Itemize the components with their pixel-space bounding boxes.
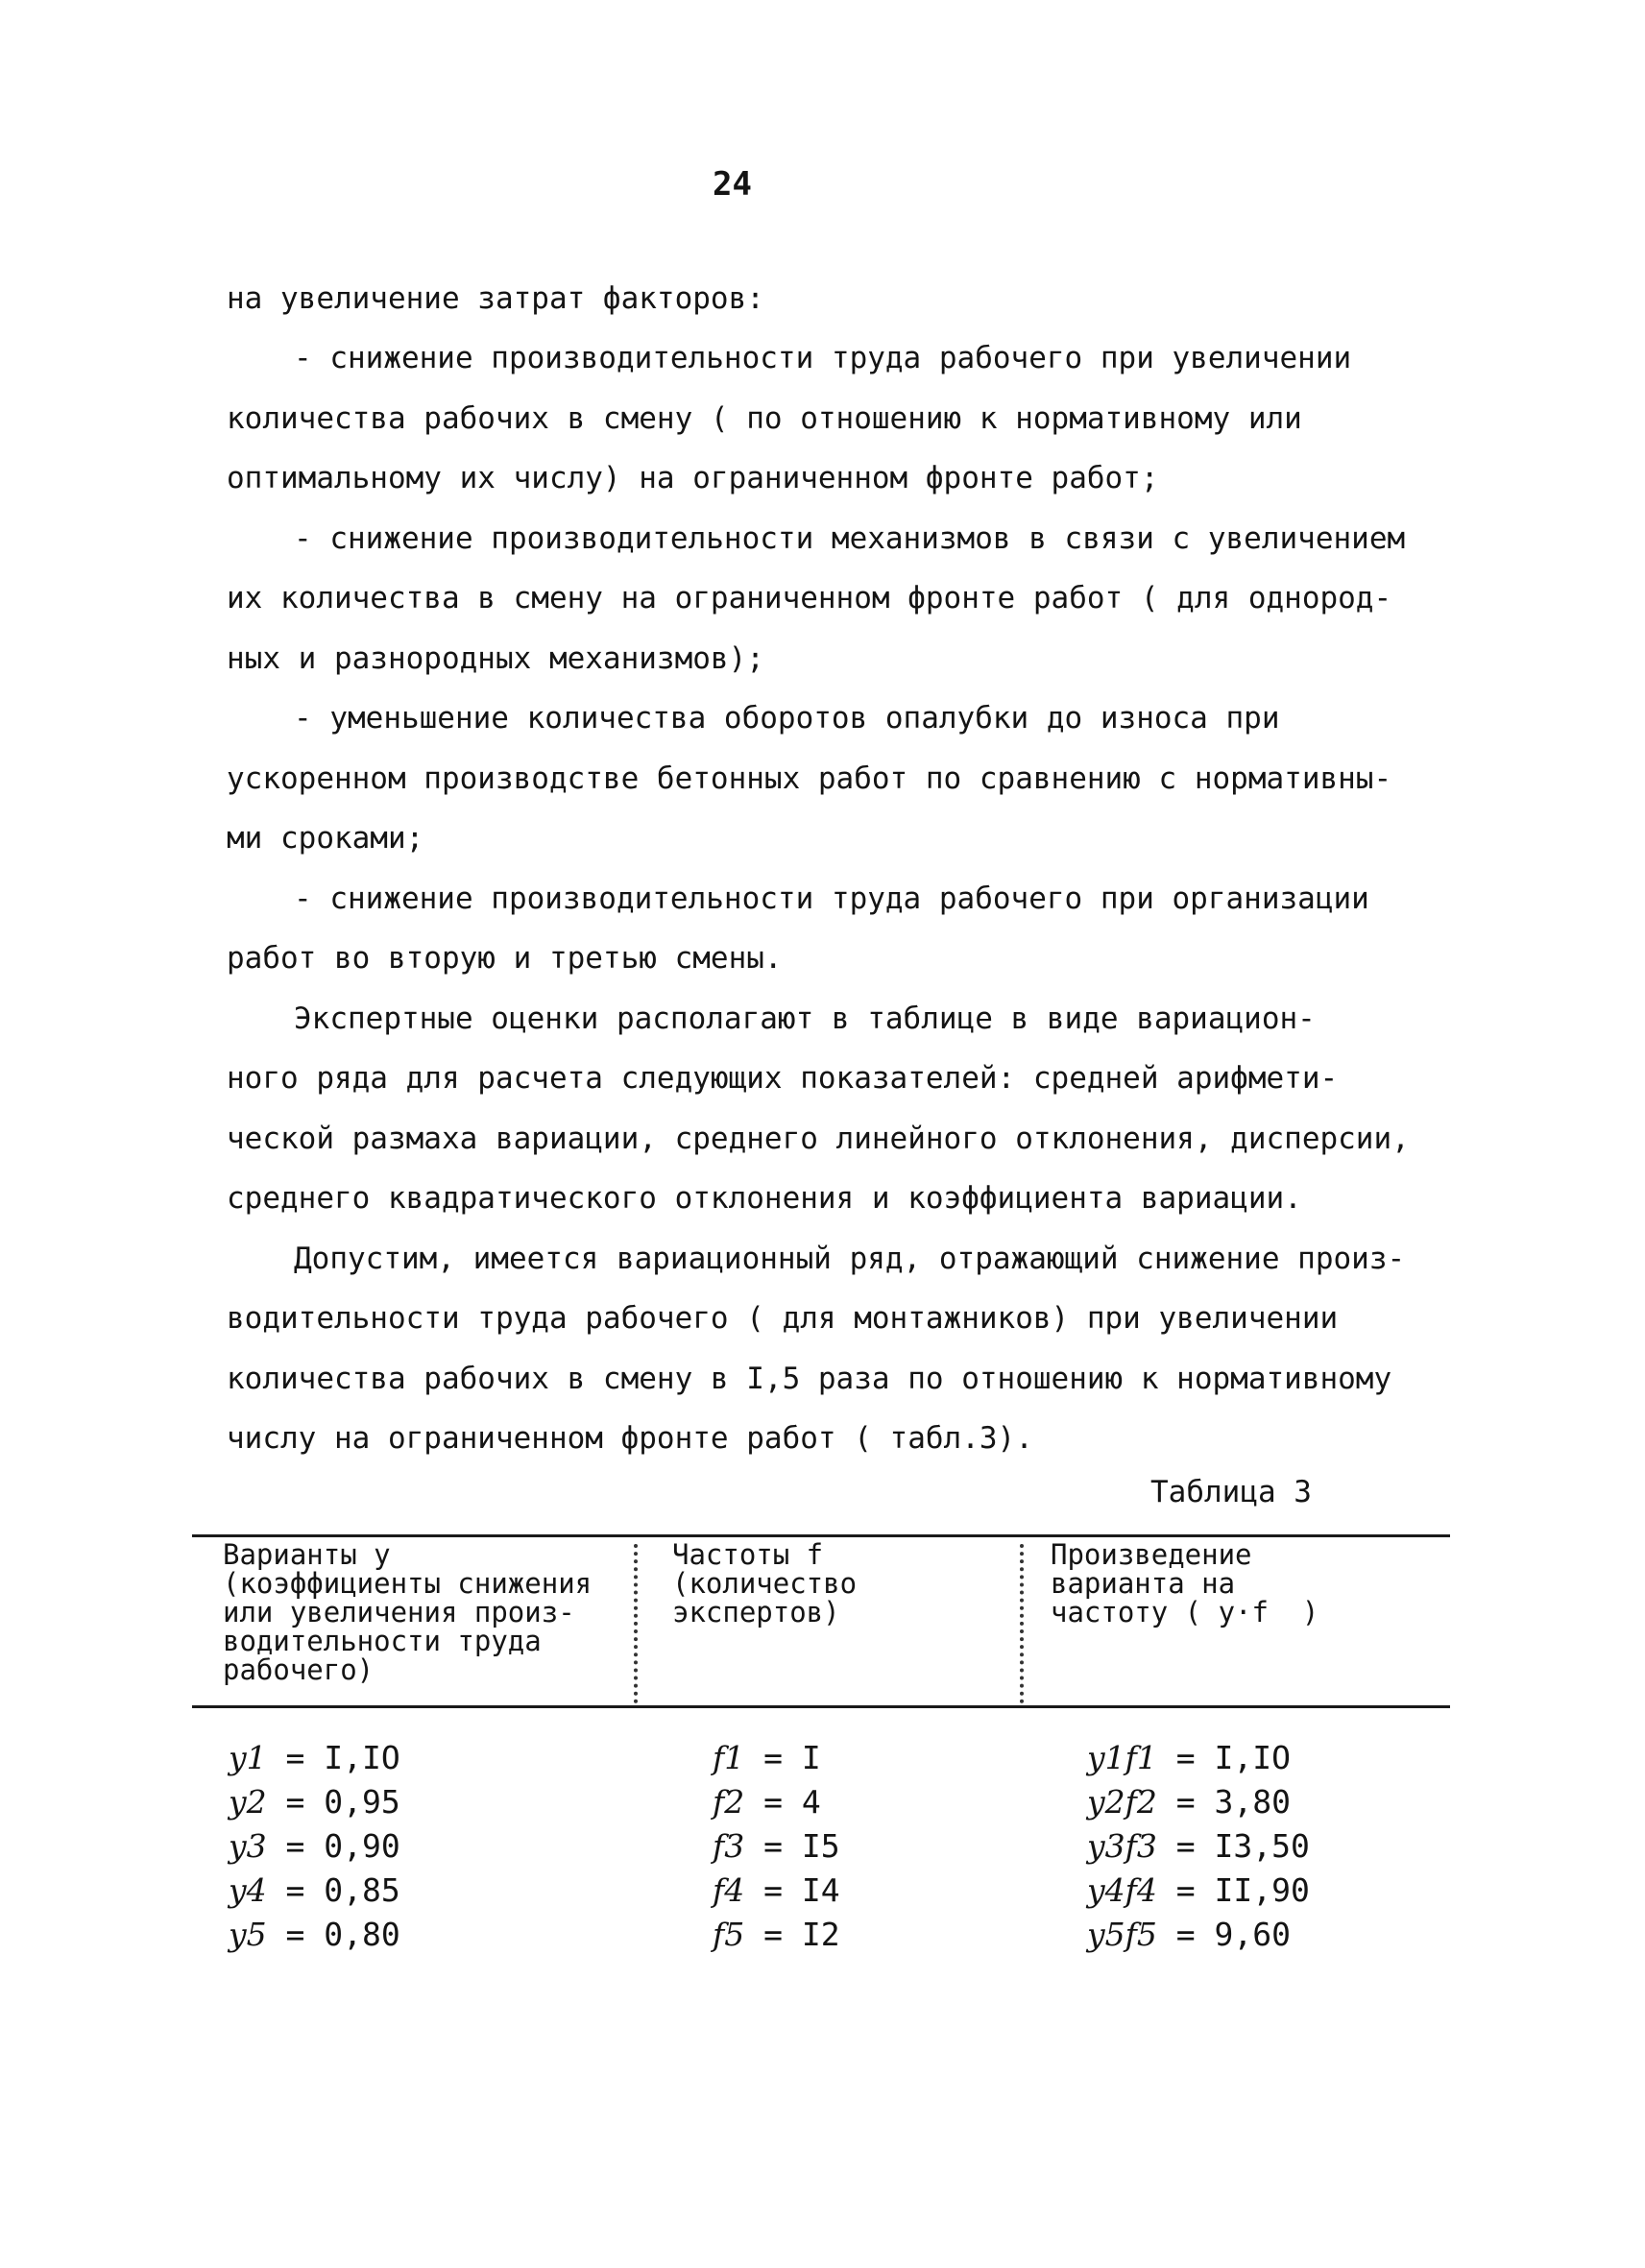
text-line: водительности труда рабочего ( для монтажников) при увеличении xyxy=(227,1301,1339,1336)
text-line: - снижение производительности труда рабочего при организации xyxy=(294,881,1369,916)
text-line: Экспертные оценки располагают в таблице в виде вариацион- xyxy=(294,1001,1316,1036)
table-row: f3 = I5 xyxy=(713,1827,840,1865)
text-line: оптимальному их числу) на ограниченном фронте работ; xyxy=(227,461,1159,495)
page-number: 24 xyxy=(713,165,752,204)
text-line: на увеличение затрат факторов: xyxy=(227,281,764,316)
table-row: f1 = I xyxy=(713,1739,821,1776)
text-line: числу на ограниченном фронте работ ( табл.3). xyxy=(227,1421,1033,1456)
table-row: f2 = 4 xyxy=(713,1783,821,1821)
text-line: количества рабочих в смену ( по отношению к нормативному или xyxy=(227,400,1302,436)
header-frequencies: Частоты f (количество экспертов) xyxy=(672,1538,858,1629)
table-caption: Таблица 3 xyxy=(1150,1475,1312,1509)
text-line: - снижение производительности механизмов в связи с увеличением xyxy=(294,520,1406,556)
table-row: y2 = 0,95 xyxy=(229,1783,400,1821)
table-row: y1 = I,IO xyxy=(229,1739,400,1776)
text-line: количества рабочих в смену в I,5 раза по отношению к нормативному xyxy=(227,1361,1392,1396)
table-row: y4 = 0,85 xyxy=(229,1871,400,1909)
text-line: - уменьшение количества оборотов опалубки до износа при xyxy=(294,701,1280,736)
column-separator xyxy=(634,1544,638,1703)
text-line: среднего квадратического отклонения и коэффициента вариации. xyxy=(227,1181,1302,1216)
body-text-intro xyxy=(227,269,1465,329)
header-product: Произведение варианта на частоту ( y·f ) xyxy=(1051,1538,1319,1629)
text-line: - снижение производительности труда рабочего при увеличении xyxy=(294,341,1352,375)
table-header-rule xyxy=(192,1705,1450,1708)
products-column xyxy=(1087,1736,1310,1957)
table-row: f5 = I2 xyxy=(713,1916,840,1953)
text-line: ускоренном производстве бетонных работ по сравнению с нормативны- xyxy=(227,760,1392,796)
table-top-rule xyxy=(192,1534,1450,1537)
text-line: ческой размаха вариации, среднего линейного отклонения, дисперсии, xyxy=(227,1121,1410,1156)
table-row: y2f2 = 3,80 xyxy=(1087,1783,1291,1821)
body-text-list xyxy=(227,328,1465,1469)
table-row: f4 = I4 xyxy=(713,1871,840,1909)
column-separator xyxy=(1020,1544,1024,1703)
header-variants: Варианты y (коэффициенты снижения или увеличения произ- водительности труда рабочего) xyxy=(223,1538,593,1686)
text-line: Допустим, имеется вариационный ряд, отражающий снижение произ- xyxy=(294,1241,1406,1276)
table-row: y5 = 0,80 xyxy=(229,1916,400,1953)
table-row: y5f5 = 9,60 xyxy=(1087,1916,1291,1953)
table-row: y3 = 0,90 xyxy=(229,1827,400,1865)
table-row: y1f1 = I,IO xyxy=(1087,1739,1291,1776)
table-row: y3f3 = I3,50 xyxy=(1087,1827,1310,1865)
variants-column xyxy=(229,1736,400,1957)
text-line: ного ряда для расчета следующих показателей: средней арифмети- xyxy=(227,1061,1339,1096)
frequencies-column xyxy=(713,1736,840,1957)
text-line: их количества в смену на ограниченном фронте работ ( для однород- xyxy=(227,581,1392,615)
table-row: y4f4 = II,90 xyxy=(1087,1871,1310,1909)
text-line: работ во вторую и третью смены. xyxy=(227,941,783,976)
text-line: ных и разнородных механизмов); xyxy=(227,640,764,676)
text-line: ми сроками; xyxy=(227,821,424,856)
